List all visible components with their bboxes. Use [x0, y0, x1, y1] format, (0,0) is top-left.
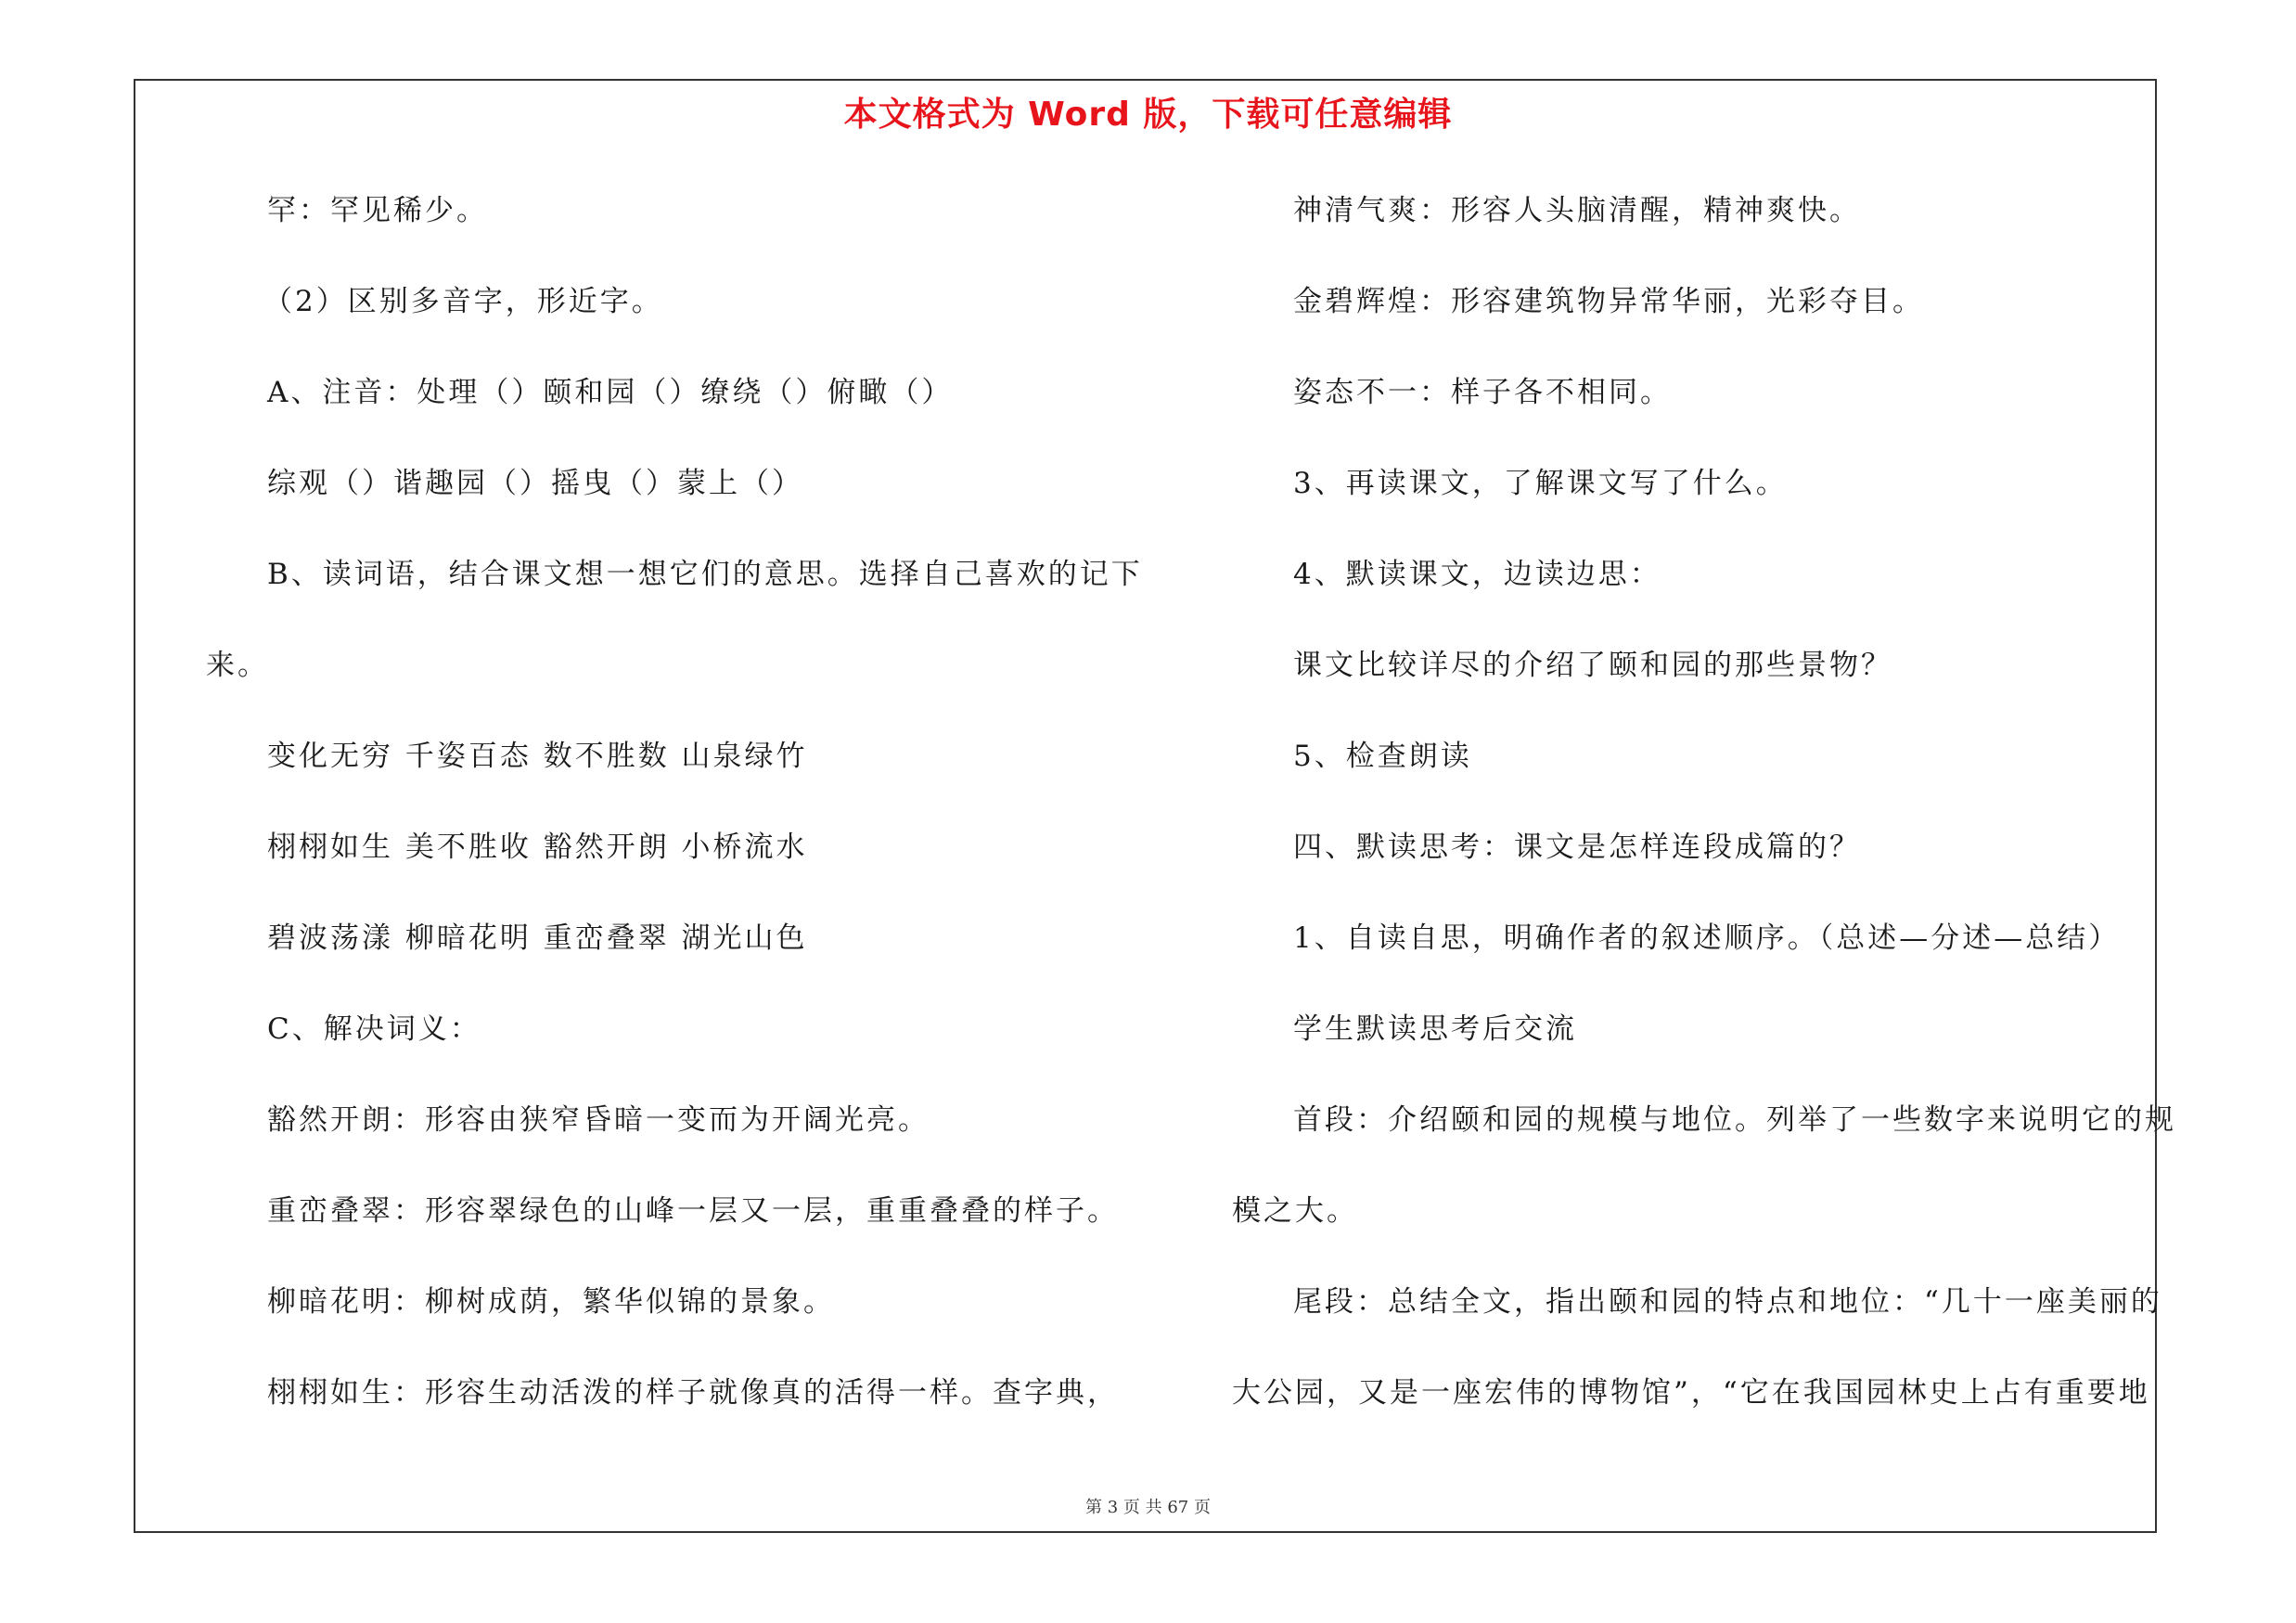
right-line: 模之大。 [1232, 1194, 1358, 1228]
right-line: 学生默读思考后交流 [1293, 1012, 1577, 1046]
left-line: 栩栩如生 美不胜收 豁然开朗 小桥流水 [267, 831, 808, 864]
right-line: 神清气爽：形容人头脑清醒，精神爽快。 [1293, 194, 1861, 227]
left-line: 碧波荡漾 柳暗花明 重峦叠翠 湖光山色 [267, 921, 808, 955]
left-line: （2）区别多音字，形近字。 [263, 285, 663, 318]
right-line: 姿态不一：样子各不相同。 [1293, 376, 1672, 409]
right-line: 大公园，又是一座宏伟的博物馆”，“它在我国园林史上占有重要地 [1232, 1376, 2150, 1410]
left-line: 豁然开朗：形容由狭窄昏暗一变而为开阔光亮。 [267, 1103, 930, 1137]
left-line: C、解决词义： [267, 1012, 481, 1046]
left-line: 栩栩如生：形容生动活泼的样子就像真的活得一样。查字典， [267, 1376, 1119, 1410]
left-line: 变化无穷 千姿百态 数不胜数 山泉绿竹 [267, 740, 808, 773]
left-line: A、注音：处理（）颐和园（）缭绕（）俯瞰（） [267, 376, 954, 409]
left-line: 柳暗花明：柳树成荫，繁华似锦的景象。 [267, 1285, 835, 1319]
document-header-title: 本文格式为 Word 版，下载可任意编辑 [843, 96, 1453, 134]
right-line: 4、默读课文，边读边思： [1293, 558, 1661, 591]
right-line: 尾段：总结全文，指出颐和园的特点和地位：“几十一座美丽的 [1293, 1285, 2162, 1319]
left-line: 重峦叠翠：形容翠绿色的山峰一层又一层，重重叠叠的样子。 [267, 1194, 1119, 1228]
right-line: 首段：介绍颐和园的规模与地位。列举了一些数字来说明它的规 [1293, 1103, 2176, 1137]
left-line: 罕：罕见稀少。 [267, 194, 488, 227]
left-line: 综观（）谐趣园（）摇曳（）蒙上（） [267, 467, 803, 500]
right-line: 金碧辉煌：形容建筑物异常华丽，光彩夺目。 [1293, 285, 1924, 318]
right-line: 5、检查朗读 [1293, 740, 1472, 773]
right-line: 1、自读自思，明确作者的叙述顺序。（总述—分述—总结） [1293, 921, 2121, 955]
right-line: 课文比较详尽的介绍了颐和园的那些景物？ [1293, 649, 1892, 682]
page-number-footer: 第 3 页 共 67 页 [1085, 1498, 1211, 1517]
left-line: 来。 [206, 649, 269, 682]
right-line: 四、默读思考：课文是怎样连段成篇的？ [1293, 831, 1861, 864]
right-line: 3、再读课文，了解课文写了什么。 [1293, 467, 1788, 500]
left-line: B、读词语，结合课文想一想它们的意思。选择自己喜欢的记下 [267, 558, 1143, 591]
